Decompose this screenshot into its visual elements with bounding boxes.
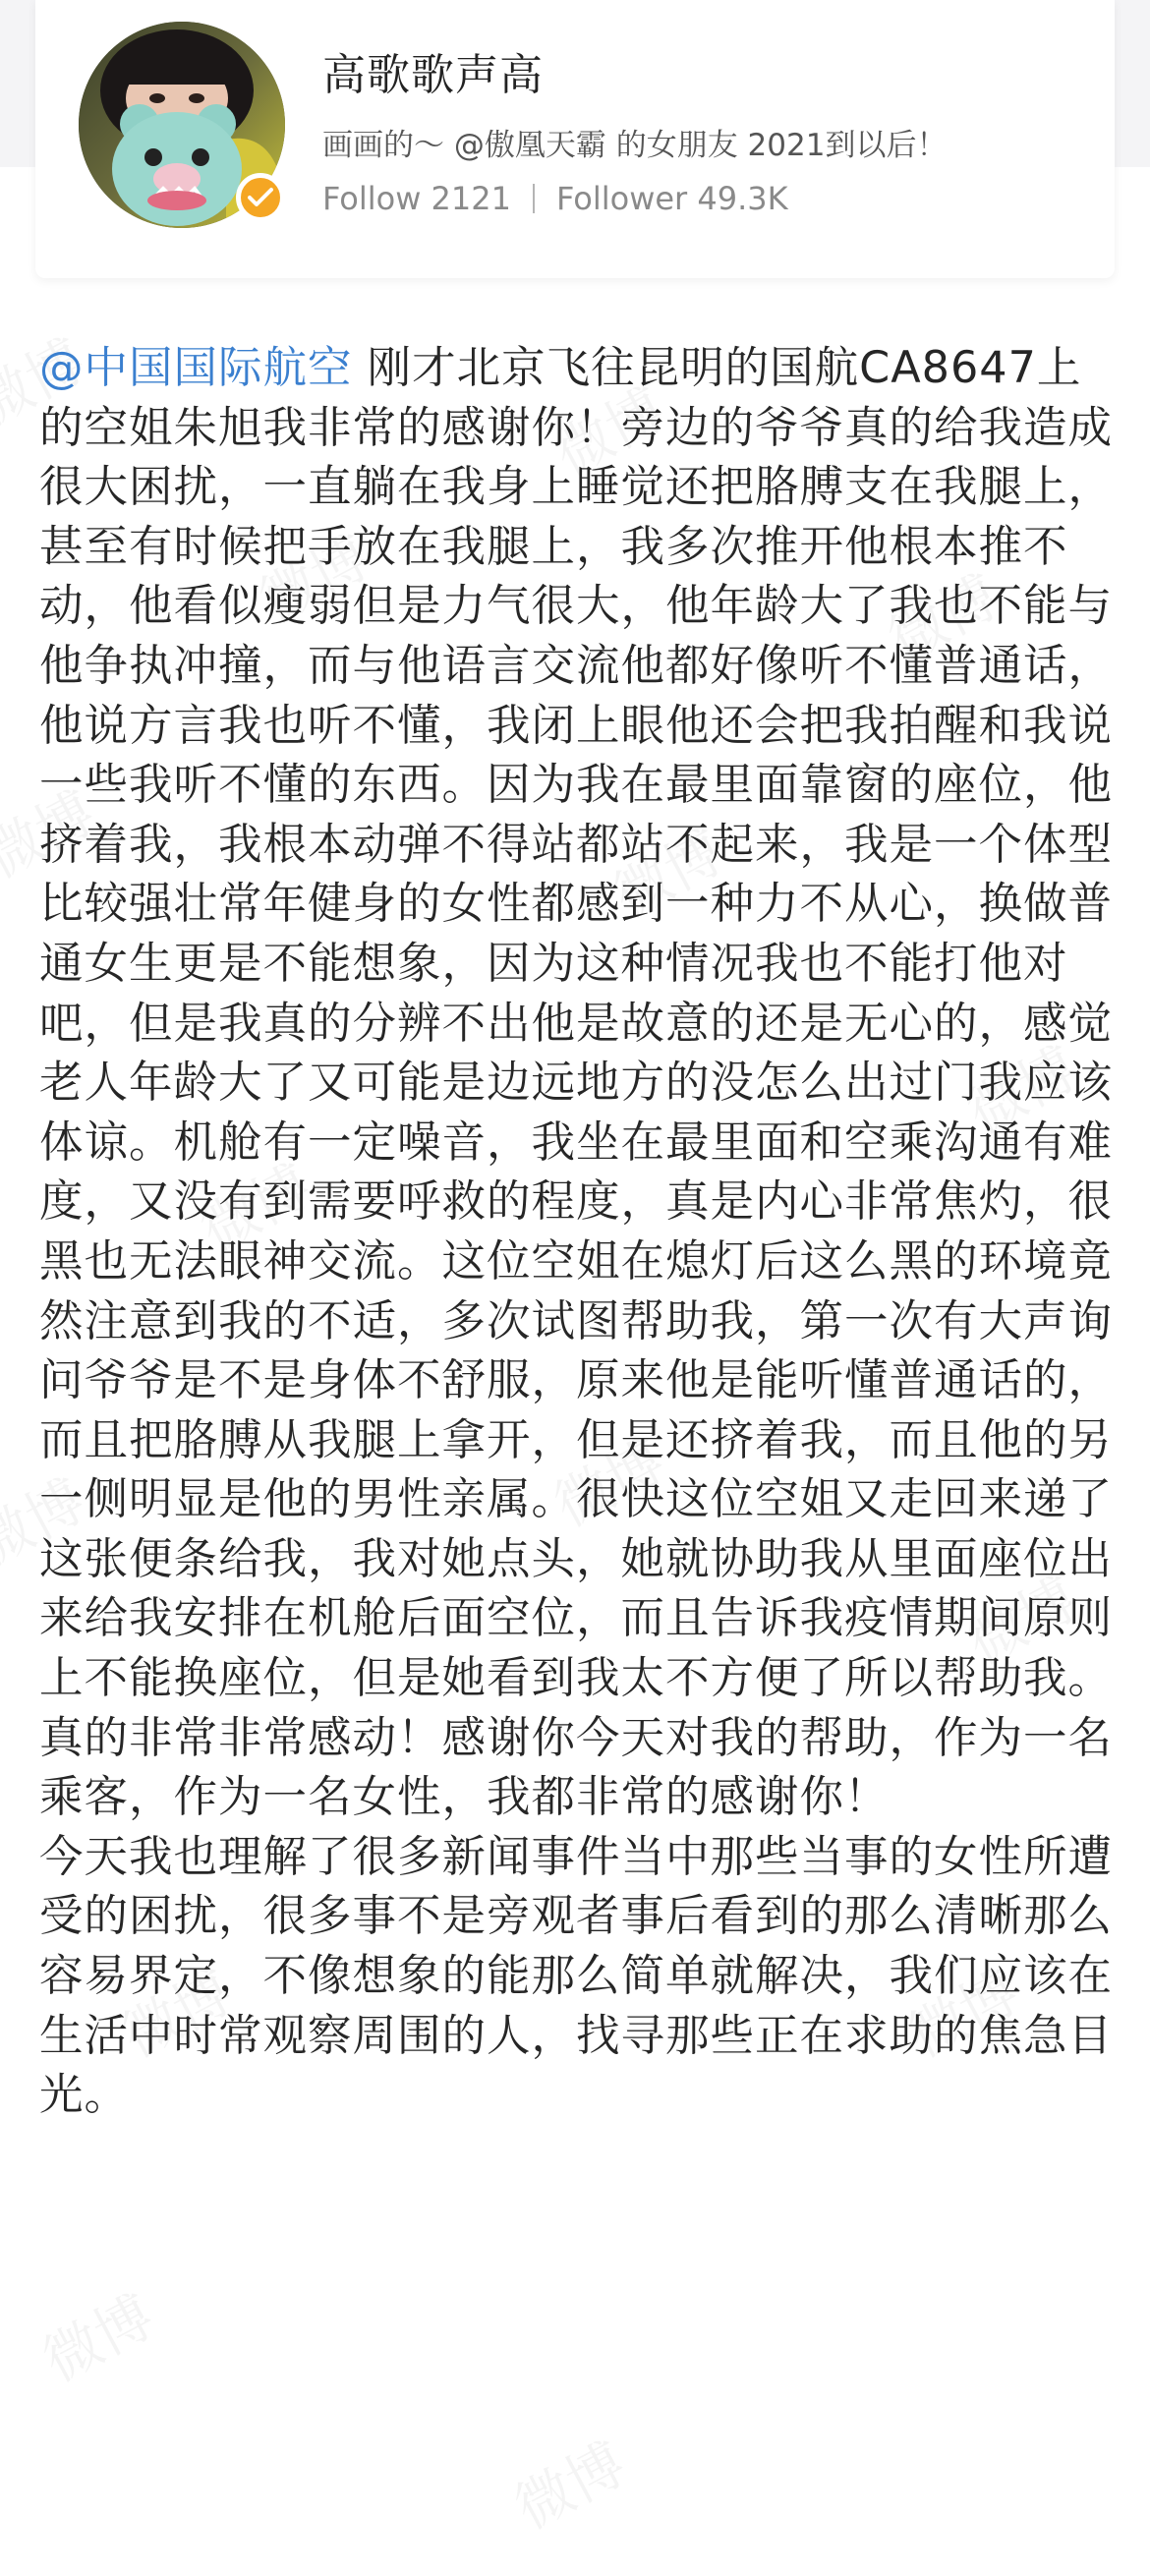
avatar-container[interactable] xyxy=(79,22,285,228)
post-paragraph-2: 今天我也理解了很多新闻事件当中那些当事的女性所遭受的困扰，很多事不是旁观者事后看到的那么清晰那么容易界定，不像想象的能那么简单就解决，我们应该在生活中时常观察周围的人，找寻那些正在求助的焦急目光。 xyxy=(39,1831,1114,2121)
mention-link[interactable]: @中国国际航空 xyxy=(39,343,353,393)
profile-stats xyxy=(322,180,788,217)
follow-stat[interactable] xyxy=(322,180,511,217)
post-paragraph-1 xyxy=(39,339,1116,1828)
follow-count: 2121 xyxy=(431,180,511,217)
verified-check-icon xyxy=(248,187,273,208)
follower-label: Follower xyxy=(555,180,688,217)
profile-username[interactable]: 高歌歌声高 xyxy=(322,50,544,100)
follower-stat[interactable] xyxy=(556,180,788,217)
post-text-1: 刚才北京飞往昆明的国航CA8647上的空姐朱旭我非常的感谢你！旁边的爷爷真的给我造成很大困扰，一直躺在我身上睡觉还把胳膊支在我腿上，甚至有时候把手放在我腿上，我多次推开他根本推不动，他看似瘦弱但是力气很大，他年龄大了我也不能与他争执冲撞，而与他语言交流他都好像听不懂普通话，他说方言我也听不懂，我闭上眼他还会把我拍醒和我说一些我听不懂的东西。因为我在最里面靠窗的座位，他挤着我，我根本动弹不得站都站不起来，我是一个体型比较强壮常年健身的女性都感到一种力不从心，换做普通女生更是不能想象，因为这种情况我也不能打他对吧，但是我真的分辨不出他是故意的还是无心的，感觉老人年龄大了又可能是边远地方的没怎么出过门我应该体谅。机舱有一定噪音，我坐在最里面和空乘沟通有难度，又没有到需要呼救的程度，真是内心非常焦灼，很黑也无法眼神交流。这位空姐在熄灯后这么黑的环境竟然注意到我的不适，多次试图帮助我，第一次有大声询问爷爷是不是身体不舒服，原来他是能听懂普通话的，而且把胳膊从我腿上拿开，但是还挤着我，而且他的另一侧明显是他的男性亲属。很快这位空姐又走回来递了这张便条给我，我对她点头，她就协助我从里面座位出来给我安排在机舱后面空位，而且告诉我疫情期间原则上不能换座位，但是她看到我太不方便了所以帮助我。真的非常非常感动！感谢你今天对我的帮助，作为一名乘客，作为一名女性，我都非常的感谢你！ xyxy=(39,343,1114,1823)
post-body xyxy=(39,339,1116,2126)
stats-divider xyxy=(533,184,535,213)
follow-label: Follow xyxy=(322,180,422,217)
watermark xyxy=(498,2419,638,2546)
profile-bio: 画画的～ @傲凰天霸 的女朋友 2021到以后！ xyxy=(322,128,948,163)
verified-badge xyxy=(236,173,285,222)
watermark xyxy=(27,2271,166,2398)
follower-count: 49.3K xyxy=(697,180,788,217)
profile-card xyxy=(35,0,1115,278)
